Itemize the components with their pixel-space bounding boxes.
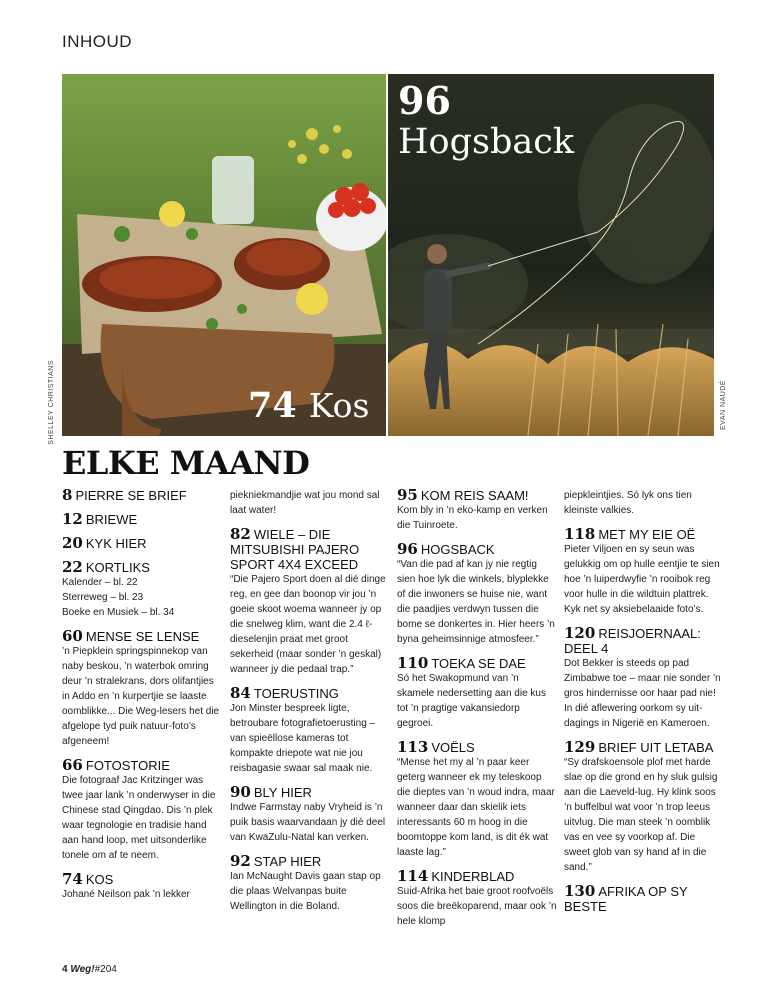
page-footer xyxy=(62,964,117,975)
toc-page-number: 95 xyxy=(397,486,418,504)
toc-entry-description: Die fotograaf Jac Kritzinger was twee jaar lank ’n onderwyser in die Chinese stad Qingdao. Dis ’n plek waar tegnologie en tradisie hand aan hand loop, met uitsonderlike tonele om af te neem. xyxy=(62,775,216,861)
toc-title-text: STAP HIER xyxy=(253,854,322,869)
toc-title-text: PIERRE SE BRIEF xyxy=(75,488,187,503)
toc-entry-description: “Sy drafskoensole plof met harde slae op die grond en hy sluk gulsig aan die Laeveld-lug. Hy klink soos ’n buffelbul wat voor ’n trop leeus uitvlug. Die man steek ’n oomblik vas en vee sy voorkop af. Die sweet glob van sy hand af in die sand.” xyxy=(564,757,718,873)
photo-credit-right: EVAN NAUDÉ xyxy=(720,380,727,430)
toc-entry xyxy=(230,785,390,845)
kos-photo-number: 74 xyxy=(248,385,297,426)
toc-title-text: REISJOERNAAL: DEEL 4 xyxy=(564,626,701,656)
toc-entry-description: ’n Piepklein springspinnekop van naby beskou, ’n waterbok omring deur ’n stralekrans, dors olifantjies in Addo en ’n kurpertjie se laaste oomblikke... Die Weg-lesers het die afgelope tyd puik natuur-foto’s afgeneem! xyxy=(62,646,220,747)
toc-title-text: BLY HIER xyxy=(253,785,312,800)
toc-entry xyxy=(62,629,222,749)
toc-entry-title xyxy=(397,740,557,755)
toc-title-text: MET MY EIE OË xyxy=(598,527,696,542)
toc-page-number: 118 xyxy=(564,525,596,543)
toc-page-number: 60 xyxy=(62,627,83,645)
toc-entry xyxy=(397,656,557,731)
toc-page-number: 66 xyxy=(62,756,83,774)
food-photo xyxy=(62,74,386,436)
toc-entry-description: Suid-Afrika het baie groot roofvoëls soos die breëkoparend, maar ook ’n hele klomp xyxy=(397,886,557,927)
toc-entry xyxy=(564,884,724,914)
toc-entry xyxy=(62,536,222,551)
kos-photo-caption xyxy=(248,385,369,426)
toc-entry xyxy=(230,686,390,776)
toc-title-text: KYK HIER xyxy=(85,536,147,551)
toc-entry-description: Johané Neilson pak ’n lekker xyxy=(62,889,190,900)
toc-page-number: 114 xyxy=(397,867,429,885)
toc-column-2 xyxy=(230,488,390,923)
toc-entry xyxy=(397,542,557,647)
toc-entry-title xyxy=(62,560,222,575)
toc-entry-description: Kalender – bl. 22 Sterreweg – bl. 23 Boeke en Musiek – bl. 34 xyxy=(62,577,175,618)
toc-page-number: 96 xyxy=(397,540,418,558)
toc-entry-title xyxy=(230,854,390,869)
toc-title-text: BRIEWE xyxy=(85,512,138,527)
issue-number: #204 xyxy=(94,964,117,975)
toc-entry-description: “Van die pad af kan jy nie regtig sien hoe lyk die winkels, blyplekke of die inwoners se huise nie, want die paadjies verdwyn tussen die bome se donkertes in. Hier heers ’n byna geheimsinnige atmosfeer.” xyxy=(397,559,555,645)
toc-entry-title xyxy=(564,884,724,914)
toc-title-text: AFRIKA OP SY BESTE xyxy=(564,884,688,914)
toc-entry-title xyxy=(397,656,557,671)
toc-page-number: 120 xyxy=(564,624,596,642)
toc-page-number: 74 xyxy=(62,870,83,888)
toc-entry xyxy=(564,626,724,731)
toc-title-text: KORTLIKS xyxy=(85,560,150,575)
toc-page-number: 22 xyxy=(62,558,83,576)
toc-page-number: 12 xyxy=(62,510,83,528)
toc-entry-title xyxy=(397,542,557,557)
toc-entry xyxy=(62,512,222,527)
toc-entry xyxy=(564,740,724,875)
toc-page-number: 129 xyxy=(564,738,596,756)
toc-entry-title xyxy=(62,758,222,773)
toc-page-number: 20 xyxy=(62,534,83,552)
toc-title-text: TOEKA SE DAE xyxy=(431,656,526,671)
toc-entry-title xyxy=(62,872,222,887)
hogsback-photo-title: Hogsback xyxy=(398,122,575,162)
toc-page-number: 113 xyxy=(397,738,429,756)
hogsback-photo-number: 96 xyxy=(398,78,451,123)
toc-title-text: KOM REIS SAAM! xyxy=(420,488,529,503)
toc-column-4 xyxy=(564,488,724,923)
toc-entry-description: piepkleintjies. Só lyk ons tien kleinste valkies. xyxy=(564,490,692,516)
toc-entry-description: Kom bly in ’n eko-kamp en verken die Tuinroete. xyxy=(397,505,548,531)
toc-page-number: 90 xyxy=(230,783,251,801)
toc-entry-description: piekniekmandjie wat jou mond sal laat water! xyxy=(230,490,380,516)
toc-title-text: MENSE SE LENSE xyxy=(85,629,200,644)
toc-entry xyxy=(564,488,724,518)
magazine-brand: Weg! xyxy=(70,964,95,975)
toc-column-3 xyxy=(397,488,557,938)
page-number: 4 xyxy=(62,964,68,975)
toc-entry-title xyxy=(230,527,390,572)
kos-photo-title: Kos xyxy=(308,386,370,425)
toc-title-text: BRIEF UIT LETABA xyxy=(598,740,714,755)
toc-title-text: FOTOSTORIE xyxy=(85,758,170,773)
toc-entry xyxy=(397,488,557,533)
toc-entry xyxy=(62,488,222,503)
toc-entry-description: Só het Swakopmund van ’n skamele nedersetting aan die kus tot ’n pragtige vakansiedorp gegroei. xyxy=(397,673,546,729)
toc-entry xyxy=(62,872,222,902)
toc-entry-title xyxy=(230,686,390,701)
section-label: INHOUD xyxy=(62,32,133,51)
toc-title-text: TOERUSTING xyxy=(253,686,339,701)
toc-entry-description: Pieter Viljoen en sy seun was gelukkig om op hulle eentjie te sien hoe ’n luiperdwyfie ’n rooibok reg voor hulle in die wildtuin plattrek. Kyk net sy aksiebelaaide foto’s. xyxy=(564,544,720,615)
toc-entry-title xyxy=(564,527,724,542)
toc-entry-title xyxy=(397,869,557,884)
toc-entry xyxy=(230,488,390,518)
toc-entry-title xyxy=(62,488,222,503)
toc-entry-title xyxy=(230,785,390,800)
toc-entry-description: Jon Minster bespreek ligte, betroubare fotografietoerusting – van spieëllose kameras tot kompakte driepote wat nie jou reisbagasie swaar sal maak nie. xyxy=(230,703,376,774)
section-heading: ELKE MAAND xyxy=(62,444,310,482)
toc-page-number: 130 xyxy=(564,882,596,900)
toc-entry-title xyxy=(62,512,222,527)
toc-title-text: KINDERBLAD xyxy=(431,869,515,884)
toc-column-1 xyxy=(62,488,222,911)
toc-page-number: 110 xyxy=(397,654,429,672)
toc-entry-description: Indwe Farmstay naby Vryheid is ’n puik basis waarvandaan jy dié deel van KwaZulu-Natal kan verken. xyxy=(230,802,386,843)
toc-title-text: KOS xyxy=(85,872,114,887)
toc-page-number: 84 xyxy=(230,684,251,702)
photo-credit-left: SHELLEY CHRISTIANS xyxy=(48,360,55,445)
toc-entry-title xyxy=(564,626,724,656)
toc-entry-title xyxy=(397,488,557,503)
toc-entry xyxy=(62,758,222,863)
toc-title-text: HOGSBACK xyxy=(420,542,495,557)
toc-entry xyxy=(230,527,390,677)
toc-title-text: VOËLS xyxy=(431,740,475,755)
toc-entry xyxy=(62,560,222,620)
toc-page-number: 82 xyxy=(230,525,251,543)
toc-entry xyxy=(564,527,724,617)
toc-title-text: WIELE – DIE MITSUBISHI PAJERO SPORT 4X4 EXCEED xyxy=(230,527,360,572)
toc-entry-description: “Mense het my al ’n paar keer geterg wanneer ek my teleskoop die dieptes van ’n woud indra, maar wanneer daar dan skielik iets interessants 60 m hoog in die boomtoppe kom land, is dit ék wat laaste lag.” xyxy=(397,757,555,858)
toc-page-number: 92 xyxy=(230,852,251,870)
toc-entry-title xyxy=(62,629,222,644)
toc-page-number: 8 xyxy=(62,486,73,504)
toc-entry-title xyxy=(62,536,222,551)
toc-entry xyxy=(230,854,390,914)
toc-entry xyxy=(397,740,557,860)
toc-entry-title xyxy=(564,740,724,755)
toc-entry-description: Ian McNaught Davis gaan stap op die plaas Welvanpas buite Wellington in die Boland. xyxy=(230,871,381,912)
toc-entry-description: “Die Pajero Sport doen al dié dinge reg, en gee dan boonop vir jou ’n goeie skoot woema wanneer jy op die snelweg klim, want die 2.4 ℓ-dieselenjin praat met groot sekerheid (maar sonder ’n geskal) wanneer jy die pedaal trap.” xyxy=(230,574,386,675)
toc-entry xyxy=(397,869,557,929)
toc-entry-description: Dot Bekker is steeds op pad Zimbabwe toe – maar nie sonder ’n gros hindernisse oor haar pad nie! In dié aflewering oorkom sy uit-dagings in Nigerië en Kameroen. xyxy=(564,658,721,729)
